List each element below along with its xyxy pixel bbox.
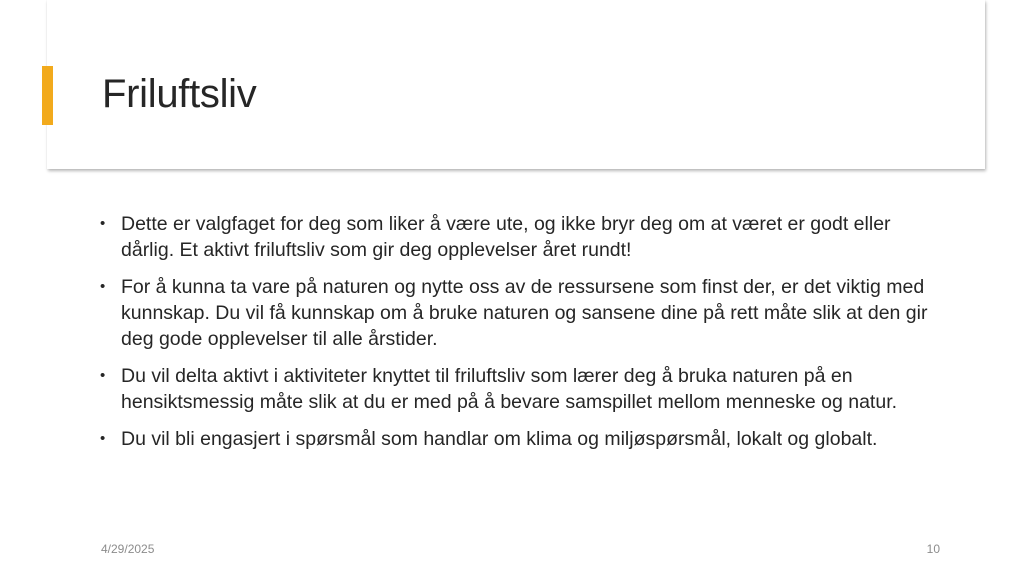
bullet-item [100, 426, 940, 452]
bullet-item [100, 274, 940, 352]
bullet-text: Du vil delta aktivt i aktiviteter knyttet til friluftsliv som lærer deg å bruka naturen på en hensiktsmessig måte slik at du er med på å bevare samspillet mellom menneske og natur. [121, 365, 898, 413]
bullet-dot-icon: • [100, 430, 106, 447]
bullet-text: For å kunna ta vare på naturen og nytte oss av de ressursene som finst der, er det viktig med kunnskap. Du vil få kunnskap om å bruke naturen og sansene dine på rett måte slik at den gir deg gode opplevelser til alle årstider. [121, 276, 928, 350]
bullet-text: Du vil bli engasjert i spørsmål som handlar om klima og miljøspørsmål, lokalt og globalt. [121, 428, 878, 450]
bullet-item [100, 363, 940, 415]
bullet-dot-icon: • [100, 278, 106, 295]
title-accent-bar [42, 66, 53, 125]
page-number: 10 [926, 542, 940, 556]
bullet-dot-icon: • [100, 367, 106, 384]
bullet-text: Dette er valgfaget for deg som liker å være ute, og ikke bryr deg om at været er godt eller dårlig. Et aktivt friluftsliv som gir deg opplevelser året rundt! [121, 213, 891, 261]
footer-date: 4/29/2025 [101, 542, 155, 556]
bullet-dot-icon: • [100, 215, 106, 232]
slide-title: Friluftsliv [102, 72, 257, 116]
bullet-item [100, 211, 940, 263]
bullet-list [100, 211, 940, 463]
